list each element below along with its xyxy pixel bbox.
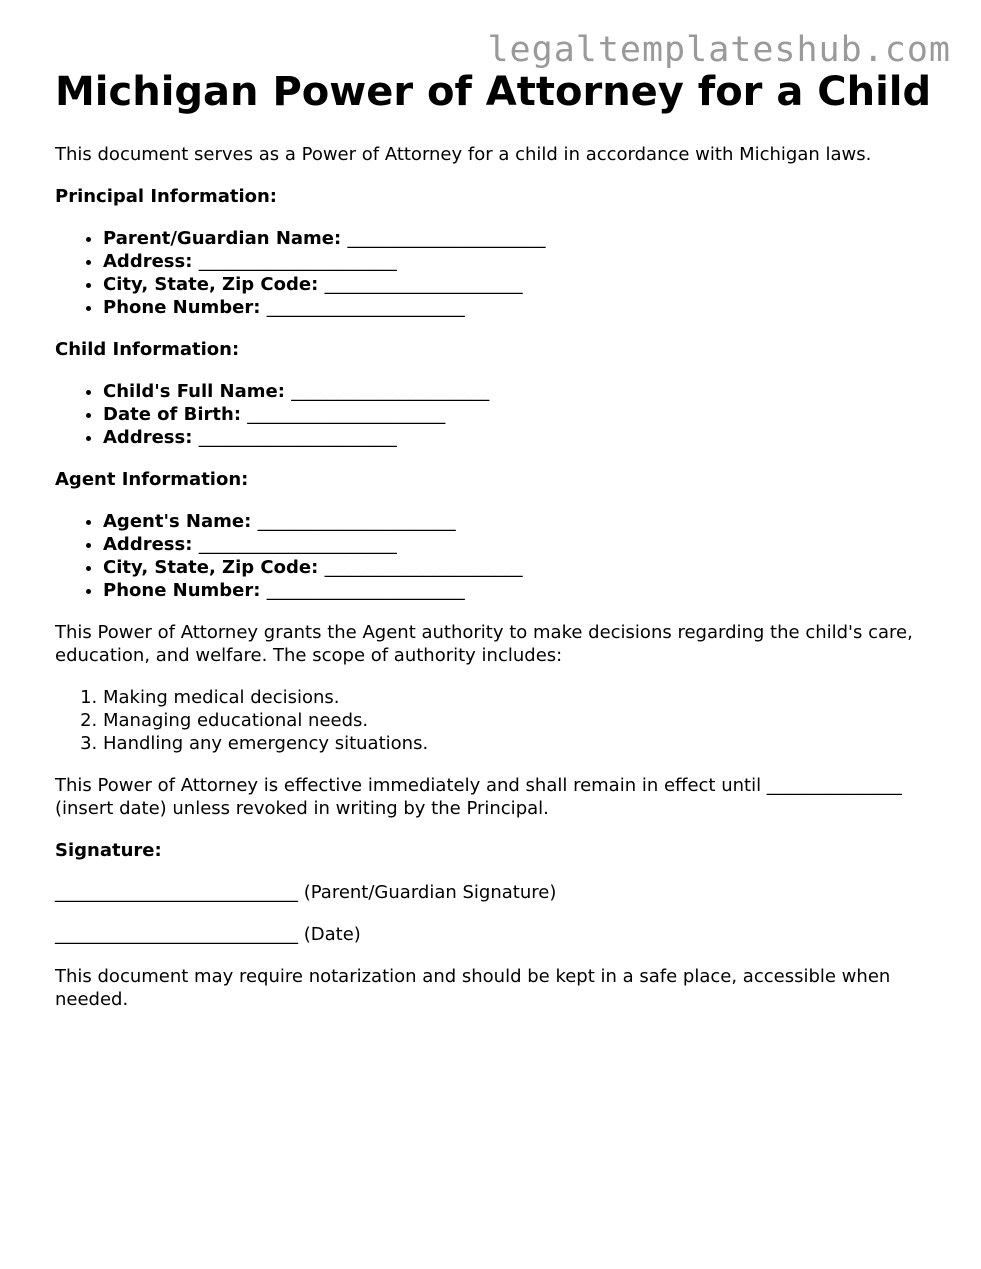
closing-paragraph: This document may require notarization and should be kept in a safe place, accessible when needed. <box>55 966 891 1010</box>
field-child-full-name: • Child's Full Name: ______________________ <box>103 380 945 403</box>
list-item: 3. Handling any emergency situations. <box>103 732 945 755</box>
effective-paragraph: This Power of Attorney is effective immediately and shall remain in effect until _______________ (insert date) unless revoked in writing by the Principal. <box>55 775 902 819</box>
date-line: ___________________________ (Date) <box>55 924 361 945</box>
principal-heading: Principal Information: <box>55 186 278 207</box>
child-fields <box>55 380 945 449</box>
field-agent-address: • Address: ______________________ <box>103 533 945 556</box>
field-child-address: • Address: ______________________ <box>103 426 945 449</box>
field-agent-name: • Agent's Name: ______________________ <box>103 510 945 533</box>
blank-line: ______________________ <box>324 274 523 295</box>
field-child-dob: • Date of Birth: ______________________ <box>103 403 945 426</box>
blank-line: ______________________ <box>198 251 397 272</box>
blank-line: ______________________ <box>266 580 465 601</box>
principal-fields <box>55 227 945 319</box>
blank-line: ______________________ <box>266 297 465 318</box>
field-principal-phone: • Phone Number: ______________________ <box>103 296 945 319</box>
watermark: legaltemplateshub.com <box>487 30 951 70</box>
intro-paragraph: This document serves as a Power of Attorney for a child in accordance with Michigan laws. <box>55 144 872 165</box>
blank-line: ______________________ <box>247 404 446 425</box>
blank-line: ______________________ <box>347 228 546 249</box>
page-title: Michigan Power of Attorney for a Child <box>55 69 932 115</box>
document-body <box>55 66 945 1030</box>
blank-line: ______________________ <box>198 427 397 448</box>
blank-line: ______________________ <box>198 534 397 555</box>
field-agent-phone: • Phone Number: ______________________ <box>103 579 945 602</box>
agent-heading: Agent Information: <box>55 469 249 490</box>
signature-heading: Signature: <box>55 840 162 861</box>
list-item: 2. Managing educational needs. <box>103 709 945 732</box>
blank-line: ______________________ <box>291 381 490 402</box>
list-item: 1. Making medical decisions. <box>103 686 945 709</box>
blank-line: ______________________ <box>257 511 456 532</box>
agent-fields <box>55 510 945 602</box>
field-agent-city-state-zip: • City, State, Zip Code: ______________________ <box>103 556 945 579</box>
guardian-signature-line: ___________________________ (Parent/Guardian Signature) <box>55 882 557 903</box>
blank-line: ______________________ <box>324 557 523 578</box>
field-principal-city-state-zip: • City, State, Zip Code: ______________________ <box>103 273 945 296</box>
child-heading: Child Information: <box>55 339 240 360</box>
field-parent-guardian-name: • Parent/Guardian Name: ______________________ <box>103 227 945 250</box>
authority-list <box>55 686 945 755</box>
authority-paragraph: This Power of Attorney grants the Agent authority to make decisions regarding the child's care, education, and welfare. The scope of authority includes: <box>55 622 913 666</box>
field-principal-address: • Address: ______________________ <box>103 250 945 273</box>
